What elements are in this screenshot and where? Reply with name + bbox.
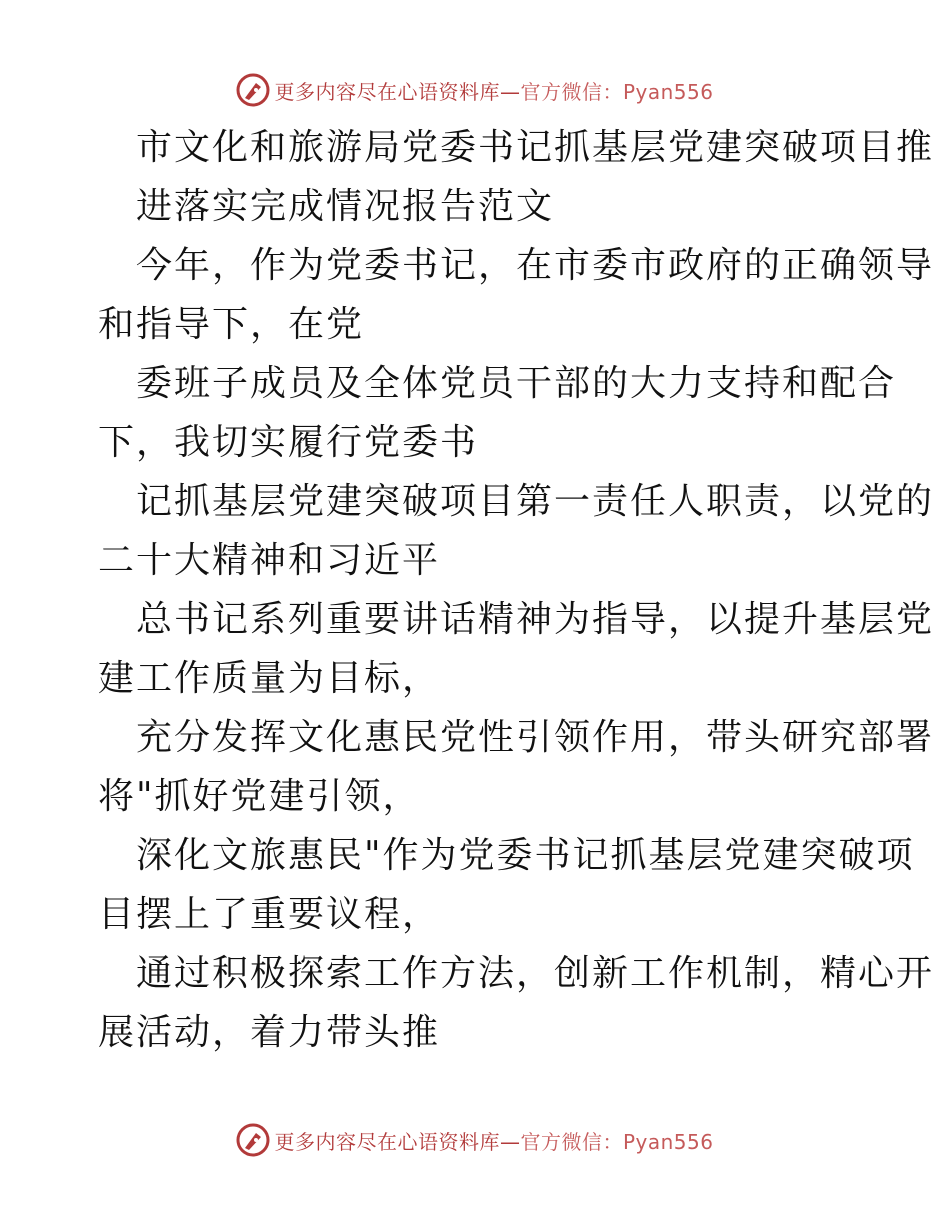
- footer-banner: [0, 1120, 950, 1160]
- text-line: 记抓基层党建突破项目第一责任人职责，以党的: [136, 481, 935, 522]
- text-line: 二十大精神和习近平: [98, 540, 441, 581]
- text-line: 展活动，着力带头推: [98, 1012, 441, 1053]
- text-line: 通过积极探索工作方法，创新工作机制，精心开: [136, 953, 935, 994]
- text-line: 总书记系列重要讲话精神为指导，以提升基层党: [136, 599, 935, 640]
- text-line: 和指导下，在党: [98, 304, 365, 345]
- document-body: [98, 118, 935, 1062]
- text-line: 充分发挥文化惠民党性引领作用，带头研究部署: [136, 717, 935, 758]
- text-line: 进落实完成情况报告范文: [136, 186, 555, 227]
- header-site-text: 更多内容尽在心语资料库—官方微信：Pyan556: [274, 79, 714, 104]
- text-line: 下，我切实履行党委书: [98, 422, 479, 463]
- text-line: 市文化和旅游局党委书记抓基层党建突破项目推: [136, 127, 935, 168]
- text-line: 目摆上了重要议程，: [98, 894, 441, 935]
- footer-site-text: 更多内容尽在心语资料库—官方微信：Pyan556: [274, 1129, 714, 1154]
- text-line: 建工作质量为目标，: [98, 658, 441, 699]
- text-line: 今年，作为党委书记，在市委市政府的正确领导: [136, 245, 935, 286]
- text-line: 将"抓好党建引领，: [98, 776, 421, 817]
- pen-nib-logo-icon: [236, 73, 270, 107]
- text-line: 委班子成员及全体党员干部的大力支持和配合: [136, 363, 897, 404]
- text-line: 深化文旅惠民"作为党委书记抓基层党建突破项: [136, 835, 915, 876]
- header-banner: [0, 70, 950, 110]
- pen-nib-logo-icon: [236, 1123, 270, 1157]
